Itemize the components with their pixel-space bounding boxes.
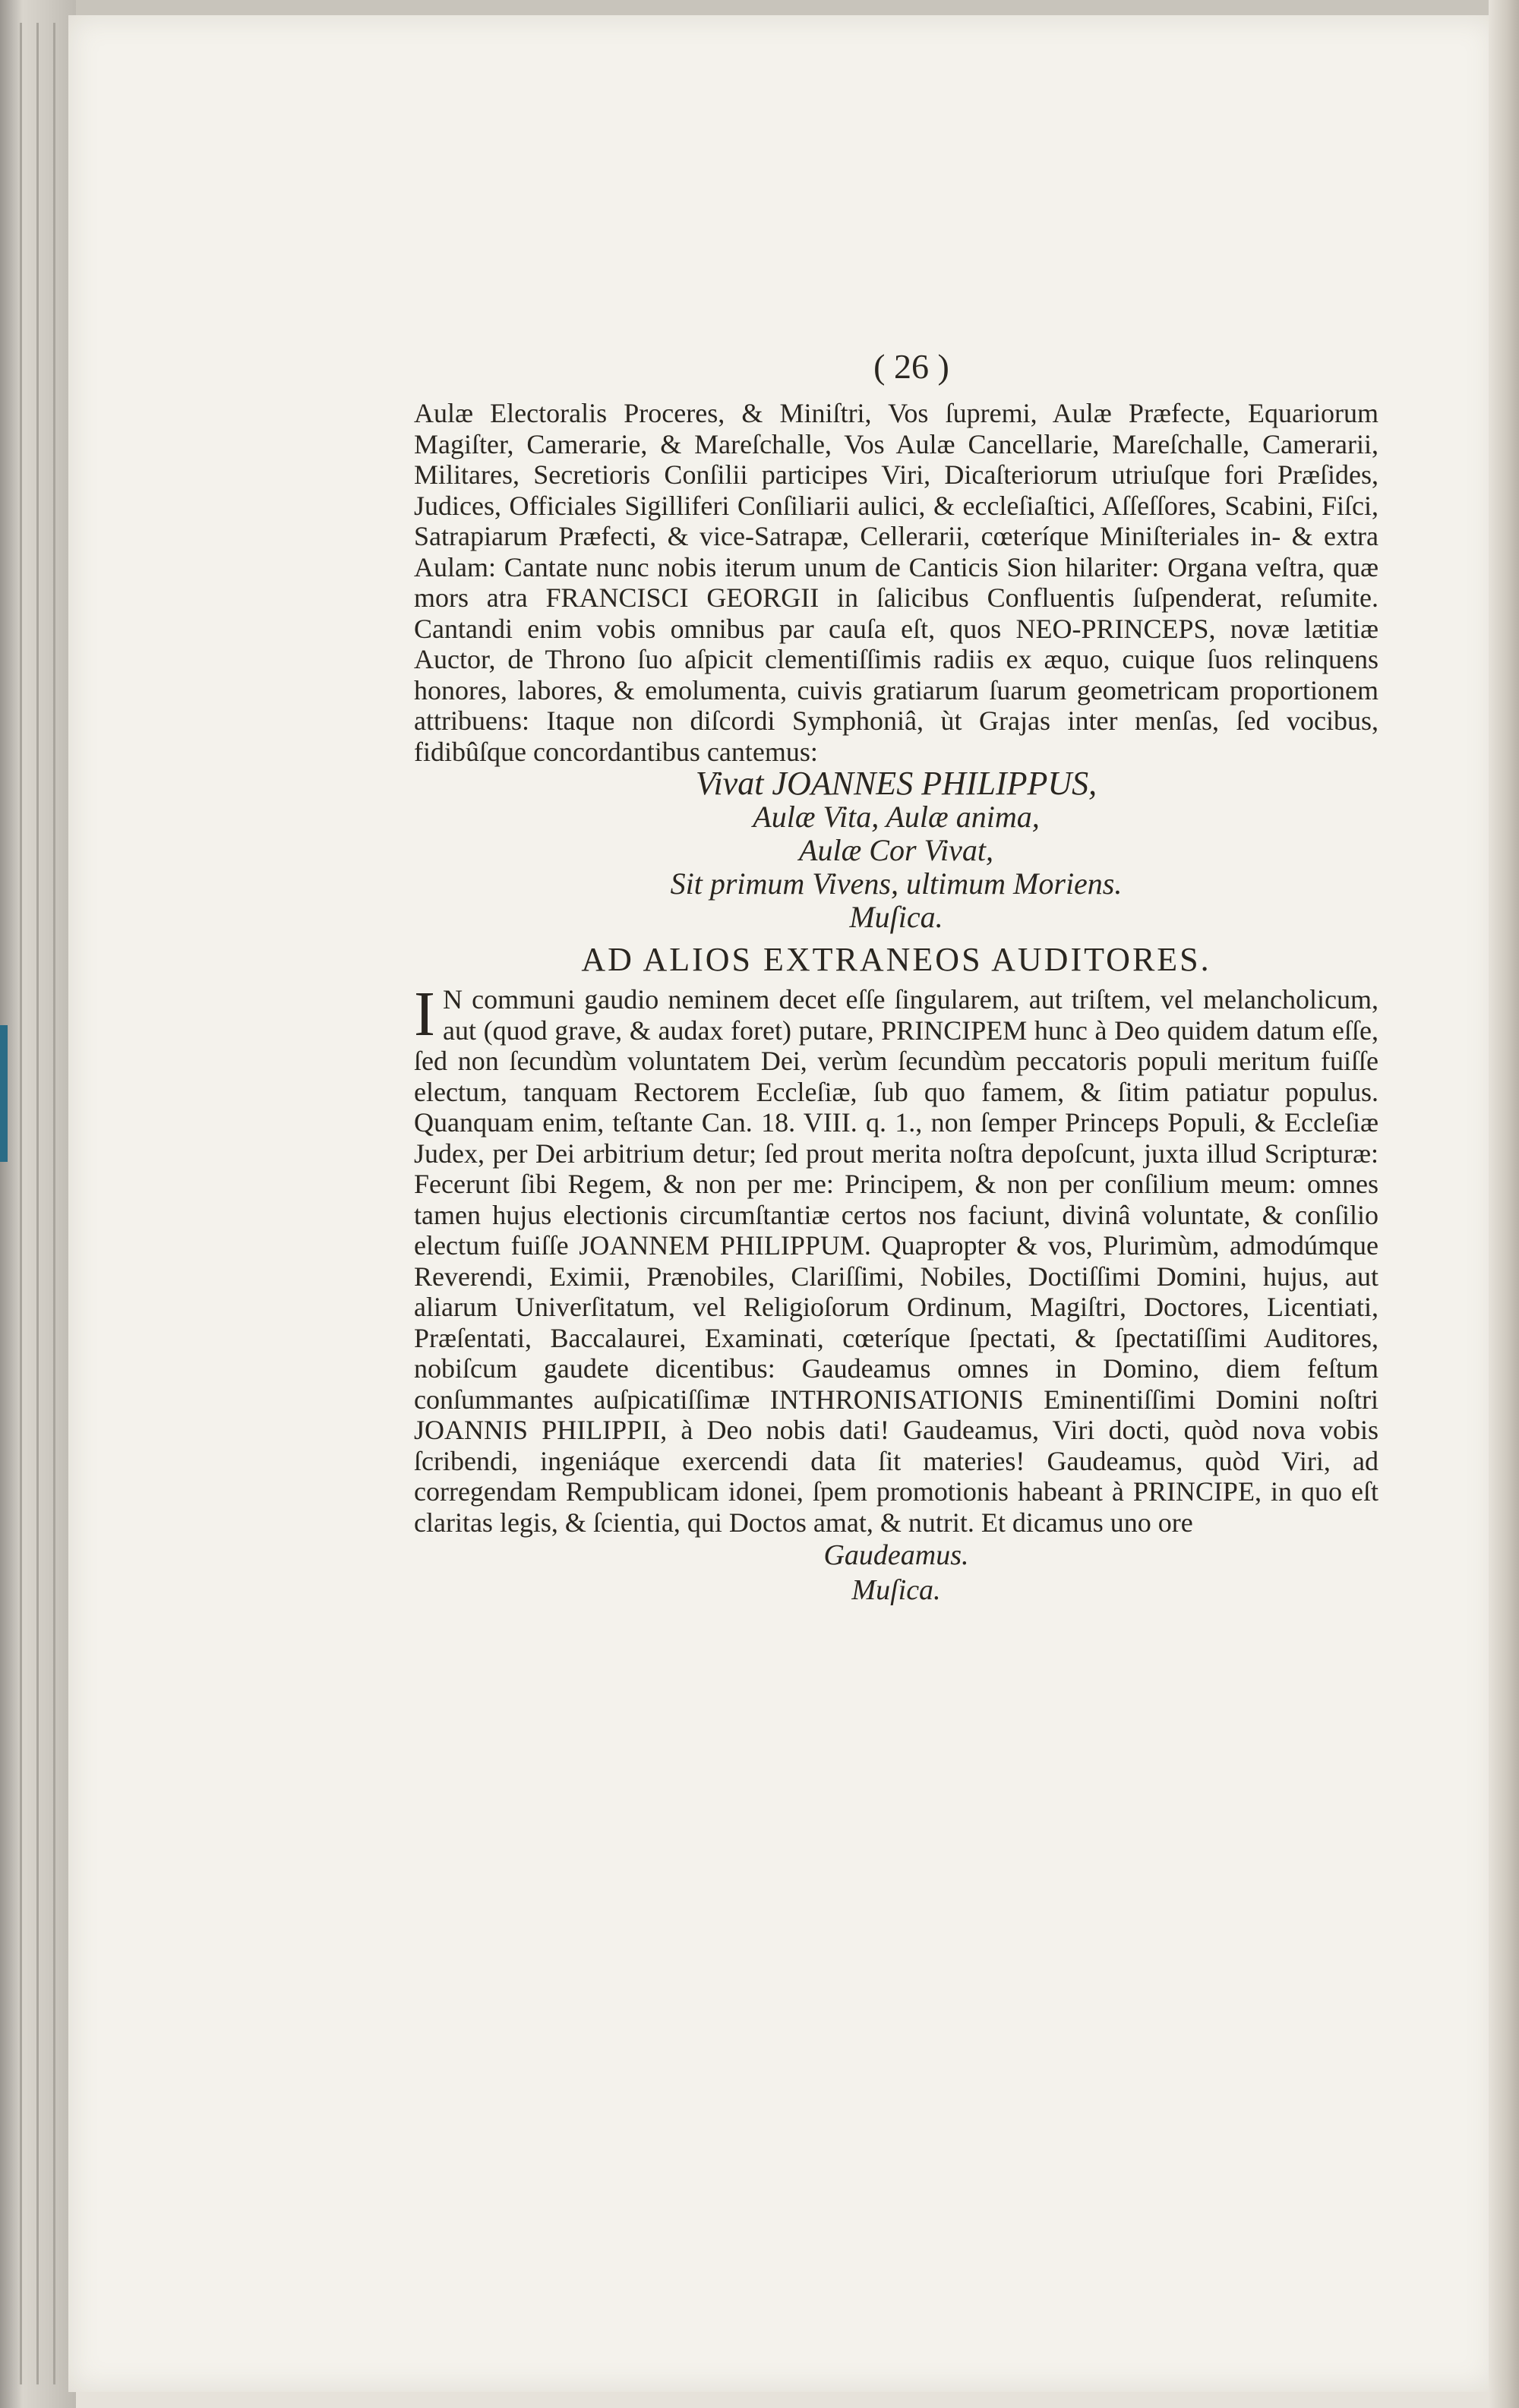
verse-line-3: Aulæ Cor Vivat, [799,833,993,867]
page-text [414,349,1378,1608]
closing-gaudeamus: Gaudeamus. [823,1539,969,1571]
page-number: ( 26 ) [873,347,949,386]
paragraph-2: N communi gaudio neminem decet eſſe ſingularem, aut triſtem, vel melancholicum, aut (quod grave, & audax foret) putare, PRINCIPEM hunc à Deo quidem datum eſſe, ſed non ſecundùm voluntatem Dei, verùm ſecundùm peccatoris populi meritum fuiſſe electum, tanquam Rectorem Eccleſiæ, ſub quo famem, & ſitim patiatur populus. Quanquam enim, teſtante Can. 18. VIII. q. 1., non ſemper Princeps Populi, & Eccleſiæ Judex, per Dei arbitrium detur; ſed prout merita noſtra depoſcunt, juxta illud Scripturæ: Fecerunt ſibi Regem, & non per me: Principem, & non per conſilium meum: omnes tamen hujus electionis circumſtantiæ certos nos faciunt, divinâ voluntate, & conſilio electum fuiſſe JOANNEM PHILIPPUM. Quapropter & vos, Plurimùm, admodúmque Reverendi, Eximii, Prænobiles, Clariſſimi, Nobiles, Doctiſſimi Domini, hujus, aut aliarum Univerſitatum, vel Religioſorum Ordinum, Magiſtri, Doctores, Licentiati, Præſentati, Baccalaurei, Examinati, cœteríque ſpectati, & ſpectatiſſimi Auditores, nobiſcum gaudete dicentibus: Gaudeamus omnes in Domino, diem feſtum conſummantes auſpicatiſſimæ INTHRONISATIONIS Eminentiſſimi Domini noſtri JOANNIS PHILIPPII, à Deo nobis dati! Gaudeamus, Viri docti, quòd nova vobis ſcribendi, ingeniáque exercendi data ſit materies! Gaudeamus, quòd Viri, ad corregendam Rempublicam idonei, ſpem promotionis habeant à PRINCIPE, in quo eſt claritas legis, & ſcientia, qui Doctos amat, & nutrit. Et dicamus uno ore [414,984,1378,1538]
verse-line-2: Aulæ Vita, Aulæ anima, [753,800,1040,834]
paragraph-court [414,398,1378,767]
closing-musica: Muſica. [851,1574,941,1606]
verse-block [414,767,1378,934]
page-edge-line [20,23,22,2384]
verse-line-4: Sit primum Vivens, ultimum Moriens. [670,866,1123,901]
paragraph-1: Aulæ Electoralis Proceres, & Miniſtri, Vos ſupremi, Aulæ Præfecte, Equariorum Magiſter, Camerarie, & Mareſchalle, Vos Aulæ Cancellarie, Mareſchalle, Camerarii, Militares, Secretioris Conſilii participes Viri, Dicaſteriorum utriuſque fori Præſides, Judices, Officiales Sigilliferi Conſiliarii aulici, & eccleſiaſtici, Aſſeſſores, Scabini, Fiſci, Satrapiarum Præfecti, & vice-Satrapæ, Cellerarii, cœteríque Miniſteriales in- & extra Aulam: Cantate nunc nobis iterum unum de Canticis Sion hilariter: Organa veſtra, quæ mors atra FRANCISCI GEORGII in ſalicibus Confluentis ſuſpenderat, reſumite. Cantandi enim vobis omnibus par cauſa eſt, quos NEO-PRINCEPS, novæ lætitiæ Auctor, de Throno ſuo aſpicit clementiſſimis radiis ex æquo, cuique ſuos relinquens honores, labores, & emolumenta, cuivis gratiarum ſuarum geometricam proportionem attribuens: Itaque non diſcordi Symphoniâ, ùt Grajas inter menſas, ſed vocibus, fidibûſque concordantibus cantemus: [414,398,1378,767]
spine-tab [0,1025,8,1162]
verse-line-1: Vivat JOANNES PHILIPPUS, [695,765,1097,802]
verse-musica: Muſica. [849,900,943,934]
paragraph-auditors [414,979,1378,1538]
page-edge-line [36,23,39,2384]
scan-top-edge [0,0,1519,17]
drop-cap: I [414,979,435,1049]
gutter-shadow [1489,0,1519,2408]
section-heading: AD ALIOS EXTRANEOS AUDITORES. [581,941,1211,978]
page-edge-line [53,23,55,2384]
